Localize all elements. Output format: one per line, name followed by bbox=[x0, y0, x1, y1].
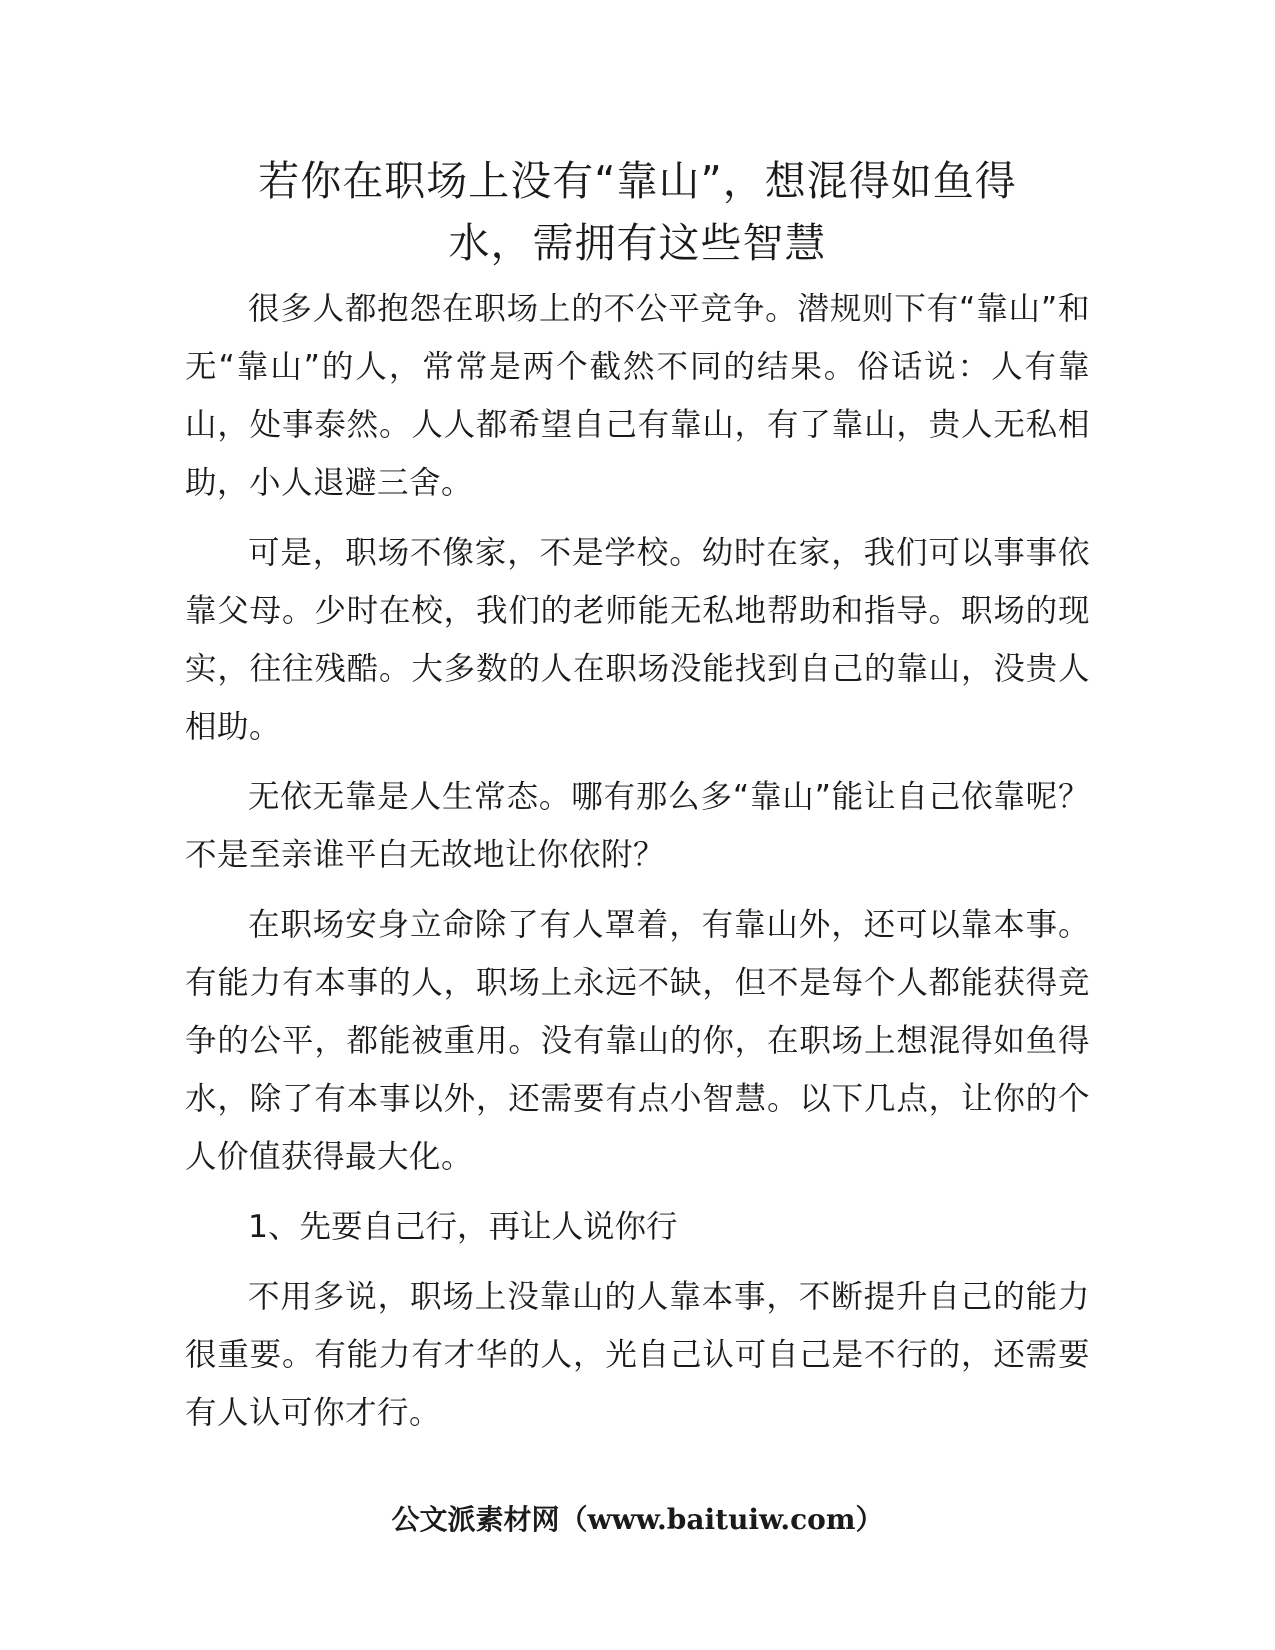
footer-source: 公文派素材网（www.baituiw.com） bbox=[391, 1503, 884, 1536]
section-heading: 1、先要自己行，再让人说你行 bbox=[248, 1209, 678, 1245]
paragraph-3: 无依无靠是人生常态。哪有那么多“靠山”能让自己依靠呢？不是至亲谁平白无故地让你依附？ bbox=[185, 779, 1090, 873]
document-title bbox=[185, 150, 1090, 274]
section-paragraph: 不用多说，职场上没靠山的人靠本事，不断提升自己的能力很重要。有能力有才华的人，光自己认可自己是不行的，还需要有人认可你才行。 bbox=[185, 1279, 1090, 1431]
paragraph-2: 可是，职场不像家，不是学校。幼时在家，我们可以事事依靠父母。少时在校，我们的老师能无私地帮助和指导。职场的现实，往往残酷。大多数的人在职场没能找到自己的靠山，没贵人相助。 bbox=[185, 535, 1090, 745]
title-line-2: 水，需拥有这些智慧 bbox=[448, 219, 827, 267]
paragraph-1: 很多人都抱怨在职场上的不公平竞争。潜规则下有“靠山”和无“靠山”的人，常常是两个截然不同的结果。俗话说：人有靠山，处事泰然。人人都希望自己有靠山，有了靠山，贵人无私相助，小人退避三舍。 bbox=[185, 291, 1090, 501]
paragraph-4: 在职场安身立命除了有人罩着，有靠山外，还可以靠本事。有能力有本事的人，职场上永远不缺，但不是每个人都能获得竞争的公平，都能被重用。没有靠山的你，在职场上想混得如鱼得水，除了有本事以外，还需要有点小智慧。以下几点，让你的个人价值获得最大化。 bbox=[185, 907, 1090, 1175]
document-body bbox=[185, 280, 1090, 1442]
title-line-1: 若你在职场上没有“靠山”，想混得如鱼得 bbox=[258, 157, 1017, 205]
document-page bbox=[185, 150, 1090, 1454]
